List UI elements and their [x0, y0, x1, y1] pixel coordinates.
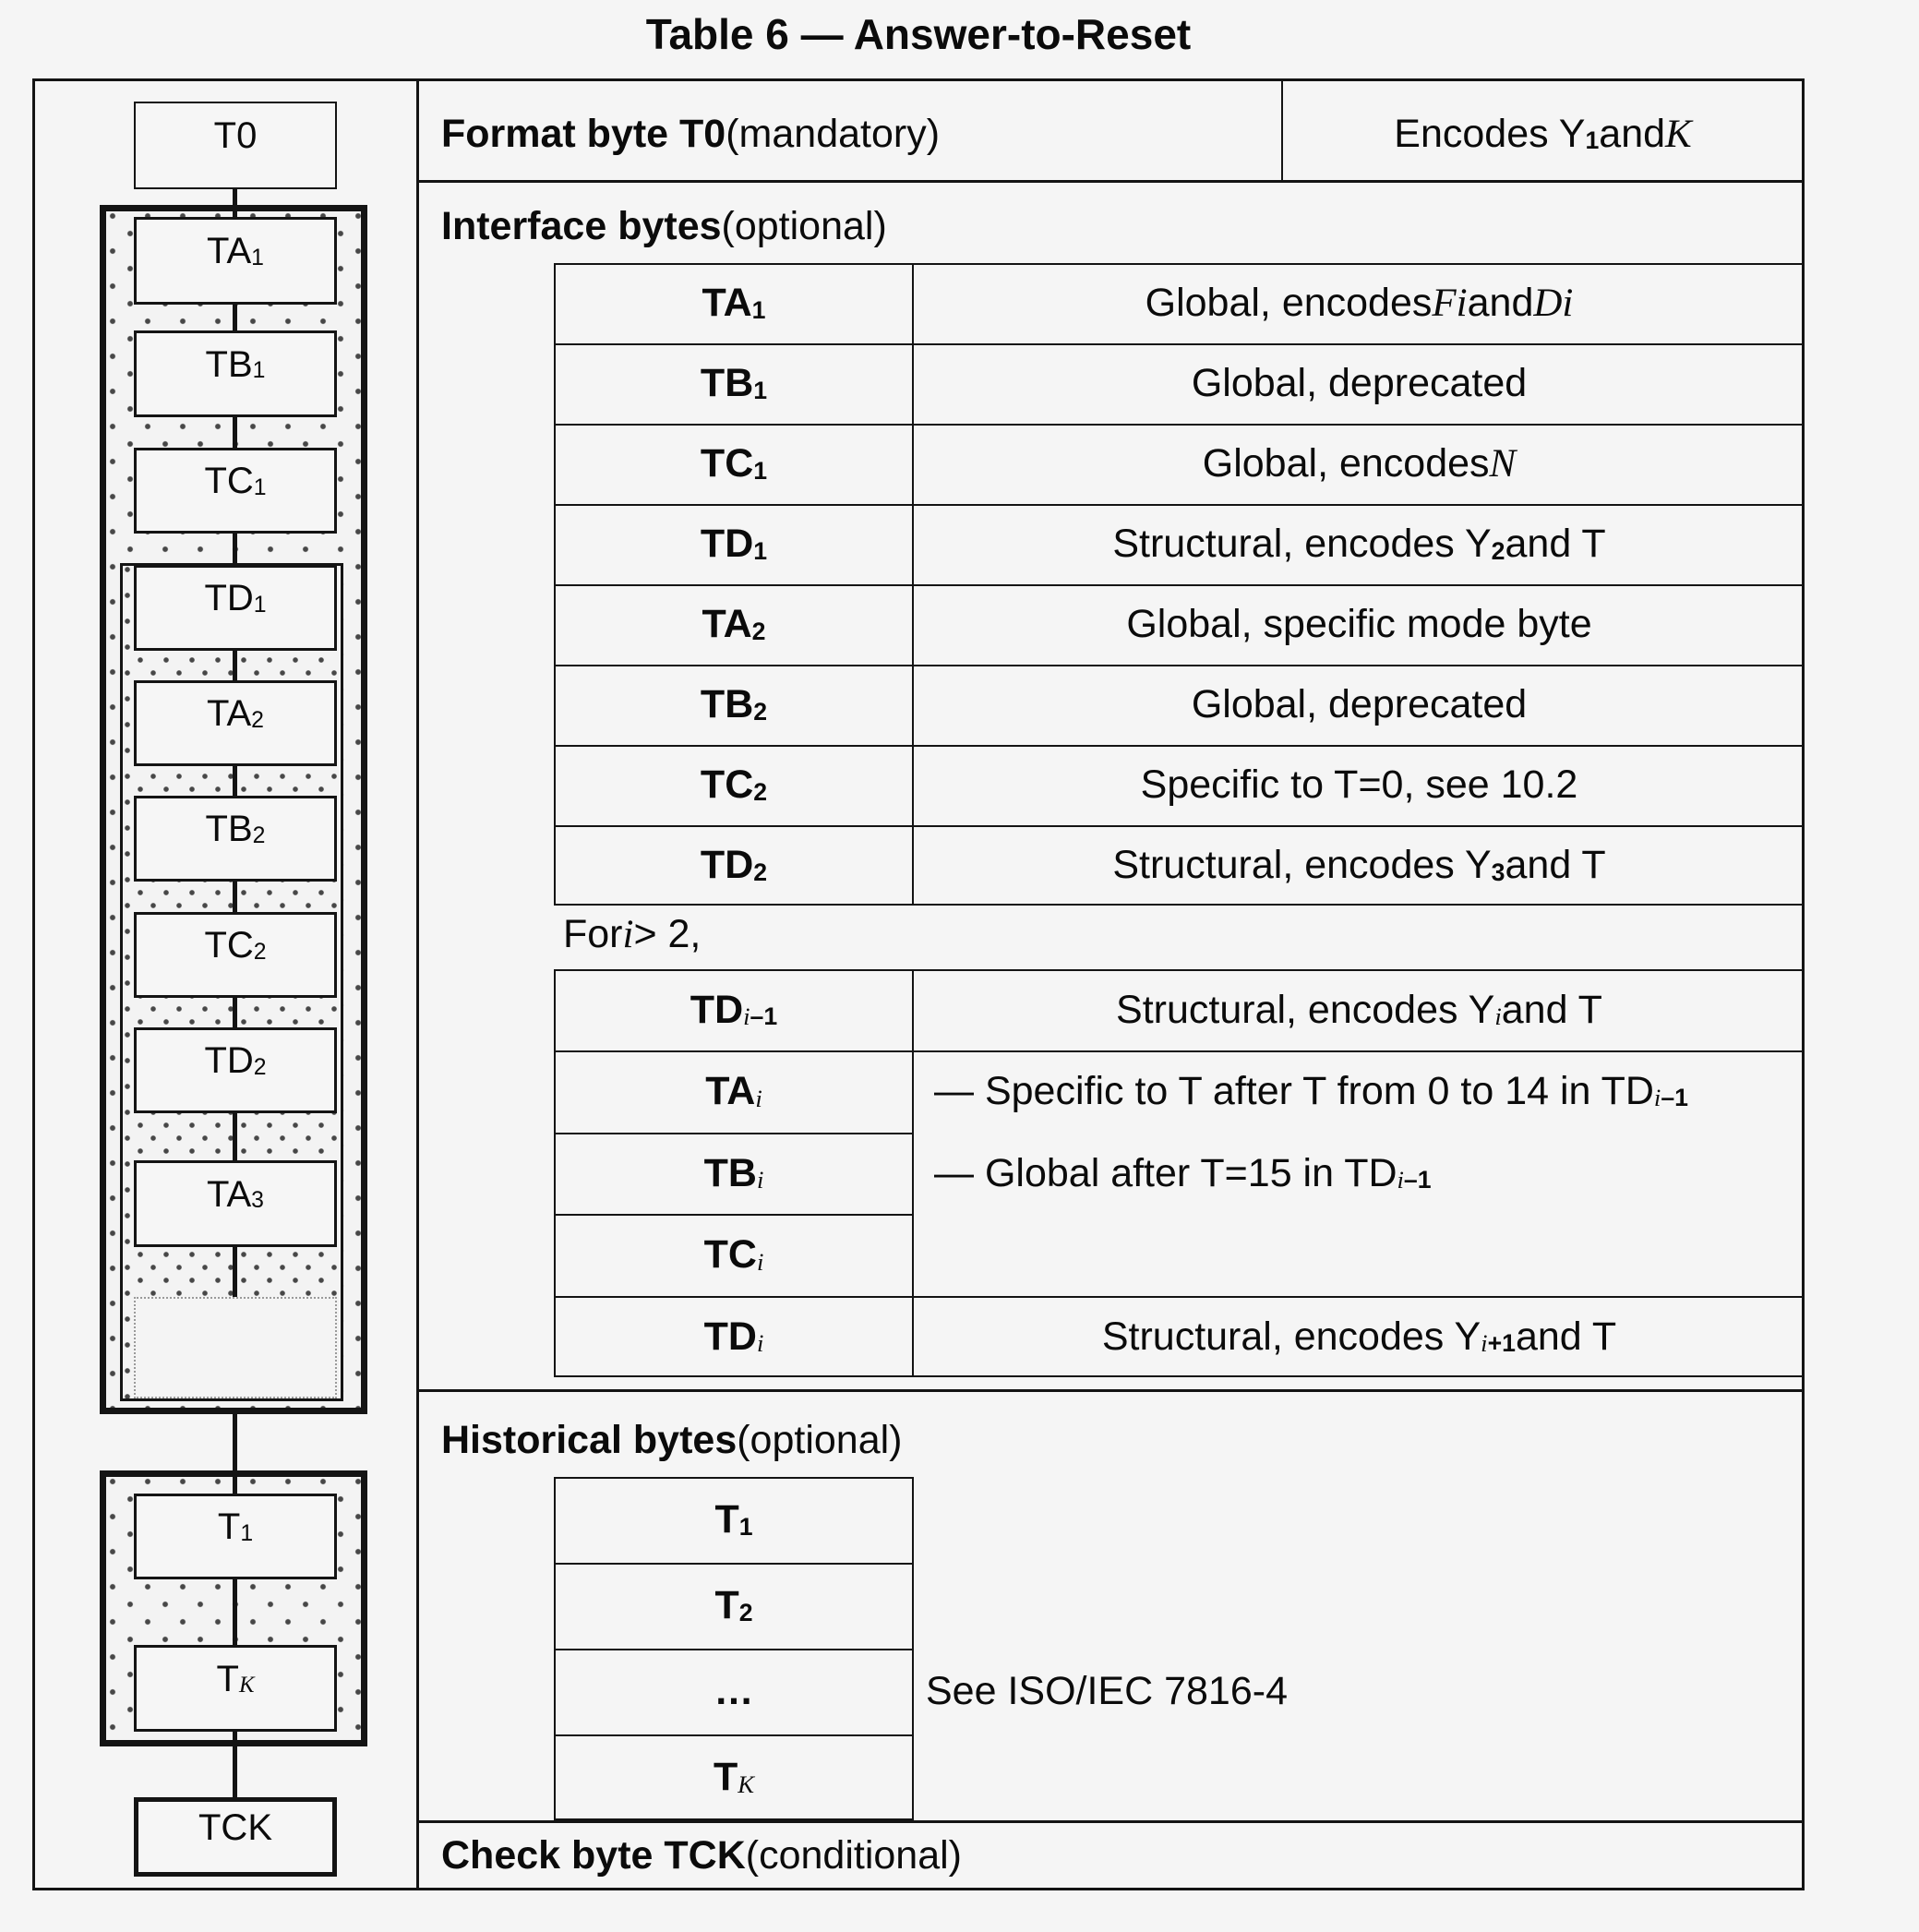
check-section-line [416, 1820, 1805, 1823]
diagram-box-tck: TCK [134, 1797, 337, 1877]
diagram-box-tb2: TB 2 [134, 796, 337, 882]
format-byte-header: Format byte T0 (mandatory) [441, 111, 941, 156]
table1-label-tc2: TC 2 [700, 762, 768, 807]
for-i-note: For i > 2, [563, 911, 702, 956]
table1-label-td2: TD 2 [700, 843, 768, 887]
historical-label-t1: T 1 [714, 1497, 753, 1542]
interface-bytes-header: Interface bytes (optional) [441, 203, 887, 248]
diagram-box-ta3: TA 3 [134, 1160, 337, 1247]
diagram-box-ta2: TA 2 [134, 680, 337, 766]
diagram-box-continuation [134, 1297, 337, 1398]
diagram-box-t0: T0 [134, 102, 337, 189]
historical-label-tk: T K [713, 1755, 755, 1799]
diagram-table-divider [416, 78, 419, 1890]
format-row-bottom-line [416, 180, 1805, 183]
table1-label-ta2: TA 2 [702, 602, 766, 646]
table2-merged-note-specific: — Specific to T after T from 0 to 14 in TD i –1 [934, 1068, 1688, 1113]
historical-bytes-header: Historical bytes (optional) [441, 1417, 903, 1462]
table1-desc-td2: Structural, encodes Y 3 and T [1112, 843, 1606, 887]
table1-label-td1: TD 1 [700, 522, 768, 566]
table1-desc-tc1: Global, encodes N [1202, 441, 1517, 486]
historical-section-line [416, 1389, 1805, 1392]
diagram-box-td1: TD 1 [134, 565, 337, 651]
diagram-box-tk: T K [134, 1645, 337, 1732]
table2-desc-tdi: Structural, encodes Y i +1 and T [1101, 1314, 1617, 1359]
table2-label-tai: TA i [705, 1069, 762, 1113]
diagram-box-tc1: TC 1 [134, 448, 337, 534]
table1-desc-tb2: Global, deprecated [1191, 682, 1528, 726]
format-byte-note: Encodes Y 1 and K [1394, 111, 1692, 156]
table1-label-tb1: TB 1 [700, 361, 768, 405]
table2-label-tdi-1: TD i –1 [690, 987, 778, 1032]
historical-note: See ISO/IEC 7816-4 [926, 1668, 1288, 1713]
table1-desc-ta2: Global, specific mode byte [1126, 602, 1592, 646]
table1-desc-td1: Structural, encodes Y 2 and T [1112, 522, 1606, 566]
historical-label-t2: T 2 [714, 1583, 753, 1627]
table1-label-tb2: TB 2 [700, 682, 768, 726]
diagram-box-td2: TD 2 [134, 1027, 337, 1113]
diagram-box-tb1: TB 1 [134, 330, 337, 417]
table1-label-ta1: TA 1 [702, 281, 766, 325]
diagram-box-t1: T 1 [134, 1494, 337, 1579]
historical-label-ellipsis: … [714, 1669, 754, 1713]
table2-desc-tdi-1: Structural, encodes Y i and T [1116, 987, 1602, 1032]
diagram-box-ta1: TA 1 [134, 217, 337, 305]
check-byte-header: Check byte TCK (conditional) [441, 1832, 962, 1878]
table2-label-tdi: TD i [703, 1314, 764, 1359]
table2-merged-note-global: — Global after T=15 in TD i –1 [934, 1150, 1432, 1195]
table1-desc-ta1: Global, encodes Fi and Di [1145, 281, 1574, 325]
connector-line-lower [233, 1414, 237, 1797]
table1-label-tc1: TC 1 [700, 441, 768, 486]
table2-label-tbi: TB i [703, 1150, 764, 1195]
diagram-box-tc2: TC 2 [134, 912, 337, 998]
table-title: Table 6 — Answer-to-Reset [645, 10, 1192, 58]
table1-desc-tc2: Specific to T=0, see 10.2 [1140, 762, 1578, 807]
table2-label-tci: TC i [703, 1232, 764, 1277]
table1-desc-tb1: Global, deprecated [1191, 361, 1528, 405]
